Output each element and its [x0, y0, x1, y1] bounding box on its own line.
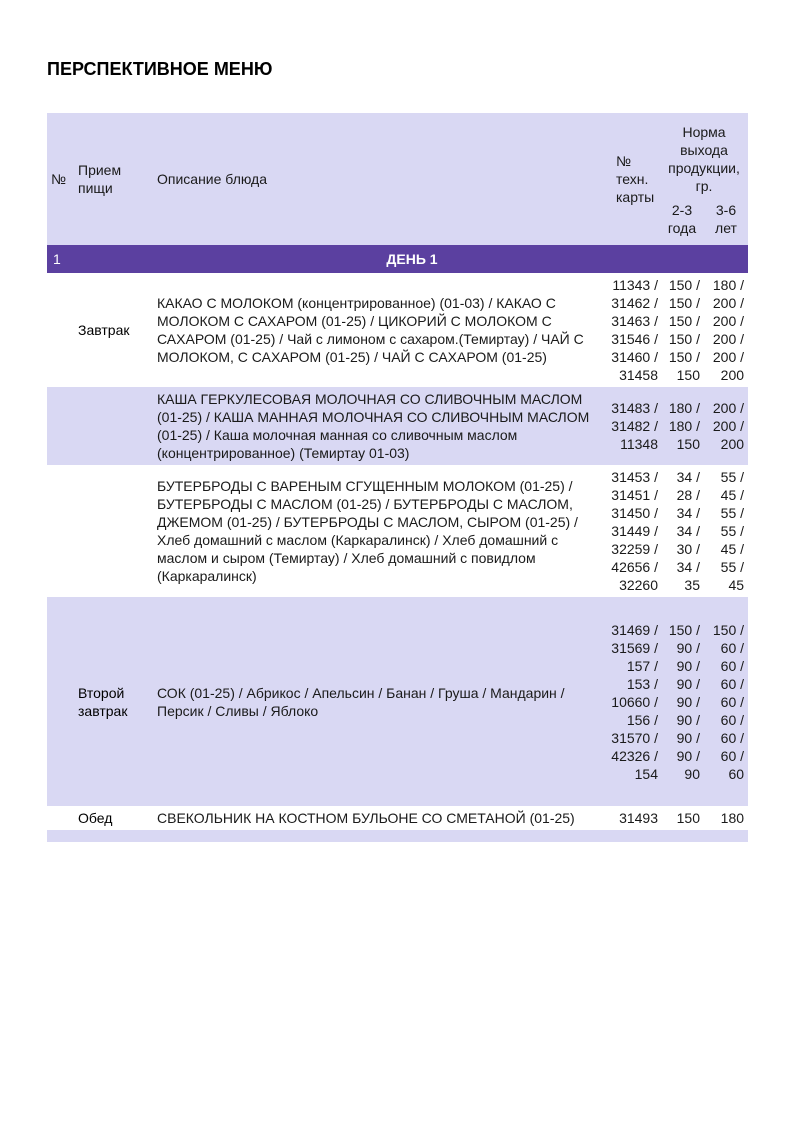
meal-cell	[76, 387, 155, 465]
day-number: 1	[47, 245, 76, 273]
row-continuation	[47, 830, 748, 842]
table-row	[47, 273, 748, 387]
portion-3-6-cell: 180	[720, 810, 745, 826]
page-title: ПЕРСПЕКТИВНОЕ МЕНЮ	[47, 59, 273, 79]
table-row	[47, 387, 748, 465]
day-row	[47, 245, 748, 273]
tech-card-cell: 11343 / 31462 / 31463 / 31546 / 31460 / 31458	[611, 277, 658, 383]
tech-card-cell: 31493	[619, 810, 658, 826]
portion-3-6-cell: 200 / 200 / 200	[704, 387, 748, 465]
day-label: ДЕНЬ 1	[76, 245, 748, 273]
portion-3-6-cell: 150 / 60 / 60 / 60 / 60 / 60 / 60 / 60 / 60	[704, 597, 748, 806]
portion-2-3-cell: 150 / 150 / 150 / 150 / 150 / 150	[668, 277, 700, 383]
row-number-cell	[47, 597, 76, 806]
table-row	[47, 597, 748, 806]
portion-2-3-cell: 34 / 28 / 34 / 34 / 30 / 34 / 35	[676, 469, 700, 593]
portion-3-6-cell: 180 / 200 / 200 / 200 / 200 / 200	[712, 277, 745, 383]
header-meal: Прием пищи	[76, 113, 155, 245]
row-number-cell	[47, 273, 76, 387]
portion-2-3-cell: 150	[676, 810, 700, 826]
tech-card-cell: 31469 / 31569 / 157 / 153 / 10660 / 156 / 31570 / 42326 / 154	[605, 597, 660, 806]
meal-cell	[76, 465, 155, 597]
header-age-2-3: 2-3 года	[660, 199, 704, 245]
row-number-cell	[47, 806, 76, 830]
header-number: №	[47, 113, 76, 245]
description-cell: БУТЕРБРОДЫ С ВАРЕНЫМ СГУЩЕННЫМ МОЛОКОМ (01-25) / БУТЕРБРОДЫ С МАСЛОМ (01-25) / БУТЕРБРОДЫ С МАСЛОМ, ДЖЕМОМ (01-25) / БУТЕРБРОДЫ С МАСЛОМ, СЫРОМ (01-25) / Хлеб домашний с маслом (Каркаралинск) / Хлеб домашний с маслом и сыром (Темиртау) / Хлеб домашний с повидлом (Каркаралинск)	[157, 478, 578, 584]
description-cell: КАКАО С МОЛОКОМ (концентрированное) (01-03) / КАКАО С МОЛОКОМ С САХАРОМ (01-25) / ЦИКОРИЙ С МОЛОКОМ С САХАРОМ (01-25) / Чай с лимоном с сахаром.(Темиртау) / ЧАЙ С МОЛОКОМ, С САХАРОМ (01-25) / ЧАЙ С САХАРОМ (01-25)	[157, 295, 584, 365]
description-cell: СОК (01-25) / Абрикос / Апельсин / Банан / Груша / Мандарин / Персик / Сливы / Яблоко	[155, 597, 605, 806]
portion-2-3-cell: 150 / 90 / 90 / 90 / 90 / 90 / 90 / 90 / 90	[660, 597, 704, 806]
table-header-row	[47, 113, 748, 199]
meal-cell: Второй завтрак	[76, 597, 155, 806]
description-cell: КАША ГЕРКУЛЕСОВАЯ МОЛОЧНАЯ СО СЛИВОЧНЫМ МАСЛОМ (01-25) / КАША МАННАЯ МОЛОЧНАЯ СО СЛИВОЧНЫМ МАСЛОМ (01-25) / Каша молочная манная со сливочным маслом (концентрированное) (Темиртау 01-03)	[155, 387, 605, 465]
table-row	[47, 465, 748, 597]
meal-cell: Завтрак	[78, 322, 130, 338]
portion-3-6-cell: 55 / 45 / 55 / 55 / 45 / 55 / 45	[720, 469, 745, 593]
row-number-cell	[47, 387, 76, 465]
table-row-continued	[47, 830, 748, 842]
header-age-3-6: 3-6 лет	[704, 199, 748, 245]
header-tech-card: № техн. карты	[605, 113, 660, 245]
menu-table	[47, 113, 748, 842]
portion-2-3-cell: 180 / 180 / 150	[660, 387, 704, 465]
meal-cell: Обед	[78, 810, 113, 826]
tech-card-cell: 31483 / 31482 / 11348	[605, 387, 660, 465]
row-number-cell	[47, 465, 76, 597]
header-description: Описание блюда	[155, 113, 605, 245]
description-cell: СВЕКОЛЬНИК НА КОСТНОМ БУЛЬОНЕ СО СМЕТАНОЙ (01-25)	[157, 810, 575, 826]
header-norm: Норма выхода продукции, гр.	[660, 113, 748, 199]
tech-card-cell: 31453 / 31451 / 31450 / 31449 / 32259 / 42656 / 32260	[611, 469, 658, 593]
table-row	[47, 806, 748, 830]
